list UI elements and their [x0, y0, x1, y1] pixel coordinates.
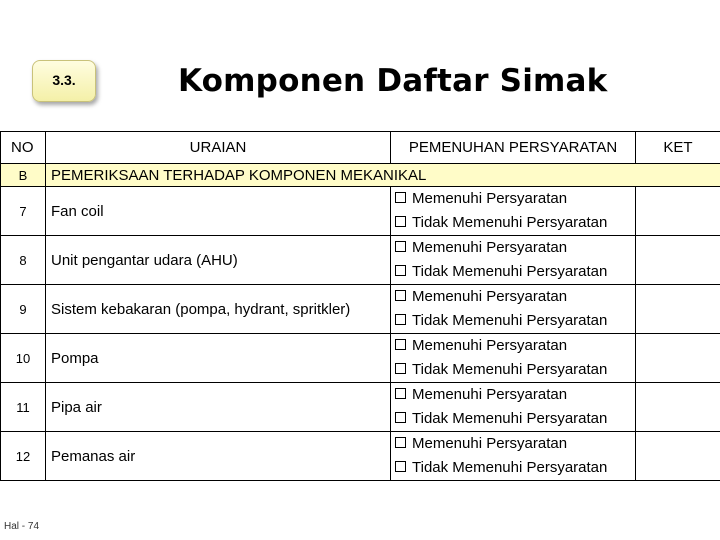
option-tidak-memenuhi[interactable]: [393, 260, 635, 284]
table-row: [1, 383, 720, 432]
row-description: Pemanas air: [46, 432, 391, 481]
row-ket[interactable]: [636, 236, 720, 285]
header-no: NO: [1, 132, 46, 164]
row-compliance-options: [391, 236, 636, 285]
row-number: 11: [1, 383, 46, 432]
section-no: B: [1, 164, 46, 187]
option-memenuhi-label: Memenuhi Persyaratan: [412, 337, 568, 354]
option-memenuhi[interactable]: [393, 334, 635, 358]
option-tidak-memenuhi[interactable]: [393, 358, 635, 382]
row-description: Pompa: [46, 334, 391, 383]
row-ket[interactable]: [636, 187, 720, 236]
row-number: 8: [1, 236, 46, 285]
table-row: [1, 285, 720, 334]
option-memenuhi-label: Memenuhi Persyaratan: [412, 435, 568, 452]
row-compliance-options: [391, 334, 636, 383]
row-compliance-options: [391, 383, 636, 432]
checkbox-memenuhi[interactable]: [395, 192, 406, 203]
page-title: Komponen Daftar Simak: [178, 63, 608, 99]
header-ket: KET: [636, 132, 720, 164]
table-row: [1, 432, 720, 481]
option-tidak-memenuhi-label: Tidak Memenuhi Persyaratan: [412, 459, 608, 476]
row-description: Pipa air: [46, 383, 391, 432]
section-number: 3.3.: [52, 72, 76, 88]
row-ket[interactable]: [636, 285, 720, 334]
option-memenuhi-label: Memenuhi Persyaratan: [412, 288, 568, 305]
option-memenuhi[interactable]: [393, 383, 635, 407]
row-compliance-options: [391, 285, 636, 334]
header-uraian: URAIAN: [46, 132, 391, 164]
table-header-row: [1, 132, 720, 164]
table-row: [1, 334, 720, 383]
row-number: 12: [1, 432, 46, 481]
option-memenuhi-label: Memenuhi Persyaratan: [412, 239, 568, 256]
table-row: [1, 187, 720, 236]
checkbox-tidak-memenuhi[interactable]: [395, 265, 406, 276]
row-compliance-options: [391, 432, 636, 481]
checkbox-memenuhi[interactable]: [395, 437, 406, 448]
option-memenuhi[interactable]: [393, 187, 635, 211]
row-compliance-options: [391, 187, 636, 236]
option-tidak-memenuhi[interactable]: [393, 211, 635, 235]
row-description: Fan coil: [46, 187, 391, 236]
checkbox-memenuhi[interactable]: [395, 388, 406, 399]
checkbox-tidak-memenuhi[interactable]: [395, 363, 406, 374]
header-pemenuhan: PEMENUHAN PERSYARATAN: [391, 132, 636, 164]
option-memenuhi-label: Memenuhi Persyaratan: [412, 190, 568, 207]
option-tidak-memenuhi-label: Tidak Memenuhi Persyaratan: [412, 263, 608, 280]
row-description: Sistem kebakaran (pompa, hydrant, spritkler): [46, 285, 391, 334]
checkbox-tidak-memenuhi[interactable]: [395, 412, 406, 423]
option-tidak-memenuhi-label: Tidak Memenuhi Persyaratan: [412, 214, 608, 231]
section-row: [1, 164, 720, 187]
checkbox-memenuhi[interactable]: [395, 290, 406, 301]
option-tidak-memenuhi[interactable]: [393, 456, 635, 480]
checkbox-memenuhi[interactable]: [395, 241, 406, 252]
option-memenuhi[interactable]: [393, 432, 635, 456]
option-tidak-memenuhi-label: Tidak Memenuhi Persyaratan: [412, 410, 608, 427]
option-memenuhi[interactable]: [393, 285, 635, 309]
checkbox-tidak-memenuhi[interactable]: [395, 216, 406, 227]
section-number-badge: [32, 60, 96, 102]
option-tidak-memenuhi-label: Tidak Memenuhi Persyaratan: [412, 312, 608, 329]
section-title: PEMERIKSAAN TERHADAP KOMPONEN MEKANIKAL: [46, 164, 720, 187]
checkbox-tidak-memenuhi[interactable]: [395, 314, 406, 325]
row-ket[interactable]: [636, 383, 720, 432]
row-number: 10: [1, 334, 46, 383]
row-number: 7: [1, 187, 46, 236]
checkbox-memenuhi[interactable]: [395, 339, 406, 350]
option-memenuhi-label: Memenuhi Persyaratan: [412, 386, 568, 403]
table-row: [1, 236, 720, 285]
option-memenuhi[interactable]: [393, 236, 635, 260]
row-ket[interactable]: [636, 334, 720, 383]
page-number: Hal - 74: [4, 521, 40, 532]
checklist-table: [0, 131, 720, 481]
row-ket[interactable]: [636, 432, 720, 481]
option-tidak-memenuhi[interactable]: [393, 407, 635, 431]
checkbox-tidak-memenuhi[interactable]: [395, 461, 406, 472]
row-number: 9: [1, 285, 46, 334]
row-description: Unit pengantar udara (AHU): [46, 236, 391, 285]
option-tidak-memenuhi-label: Tidak Memenuhi Persyaratan: [412, 361, 608, 378]
option-tidak-memenuhi[interactable]: [393, 309, 635, 333]
